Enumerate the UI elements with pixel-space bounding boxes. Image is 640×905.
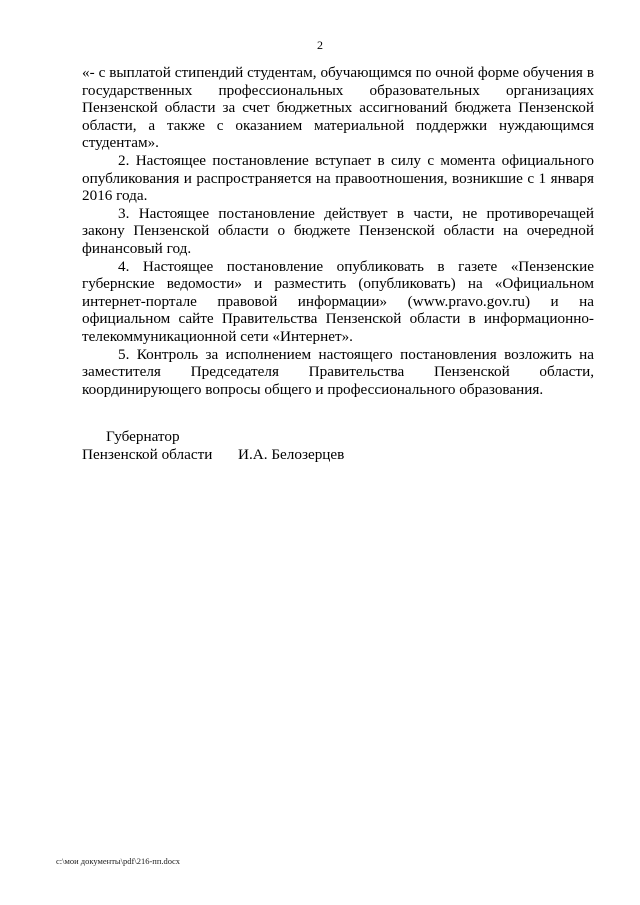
footer-file-path: c:\мои документы\pdf\216-пп.docx: [56, 856, 181, 866]
paragraph-3-scope: 3. Настоящее постановление действует в части, не противоречащей закону Пензенской области о бюджете Пензенской области на очередной финансовый год.: [82, 204, 594, 257]
paragraph-2-effective-date: 2. Настоящее постановление вступает в силу с момента официального опубликования и распространяется на правоотношения, возникшие с 1 января 2016 года.: [82, 151, 594, 205]
signatory-title: Губернатор: [106, 428, 180, 445]
document-body: [82, 64, 594, 398]
signatory-name: И.А. Белозерцев: [238, 446, 345, 463]
paragraph-5-control: 5. Контроль за исполнением настоящего постановления возложить на заместителя Председателя Правительства Пензенской области, координирующего вопросы общего и профессионального образования.: [82, 345, 594, 398]
paragraph-4-publication: 4. Настоящее постановление опубликовать в газете «Пензенские губернские ведомости» и разместить (опубликовать) на «Официальном интернет-портале правовой информации» (www.pravo.gov.ru) и на официальном сайте Правительства Пензенской области в информационно-телекоммуникационной сети «Интернет».: [82, 257, 594, 345]
paragraph-continuation: «- с выплатой стипендий студентам, обучающимся по очной форме обучения в государственных профессиональных образовательных организациях Пензенской области за счет бюджетных ассигнований бюджета Пензенской области, а также с оказанием материальной поддержки нуждающимся студентам».: [82, 64, 594, 152]
page-number: 2: [317, 38, 323, 52]
signatory-region: Пензенской области: [82, 446, 213, 463]
